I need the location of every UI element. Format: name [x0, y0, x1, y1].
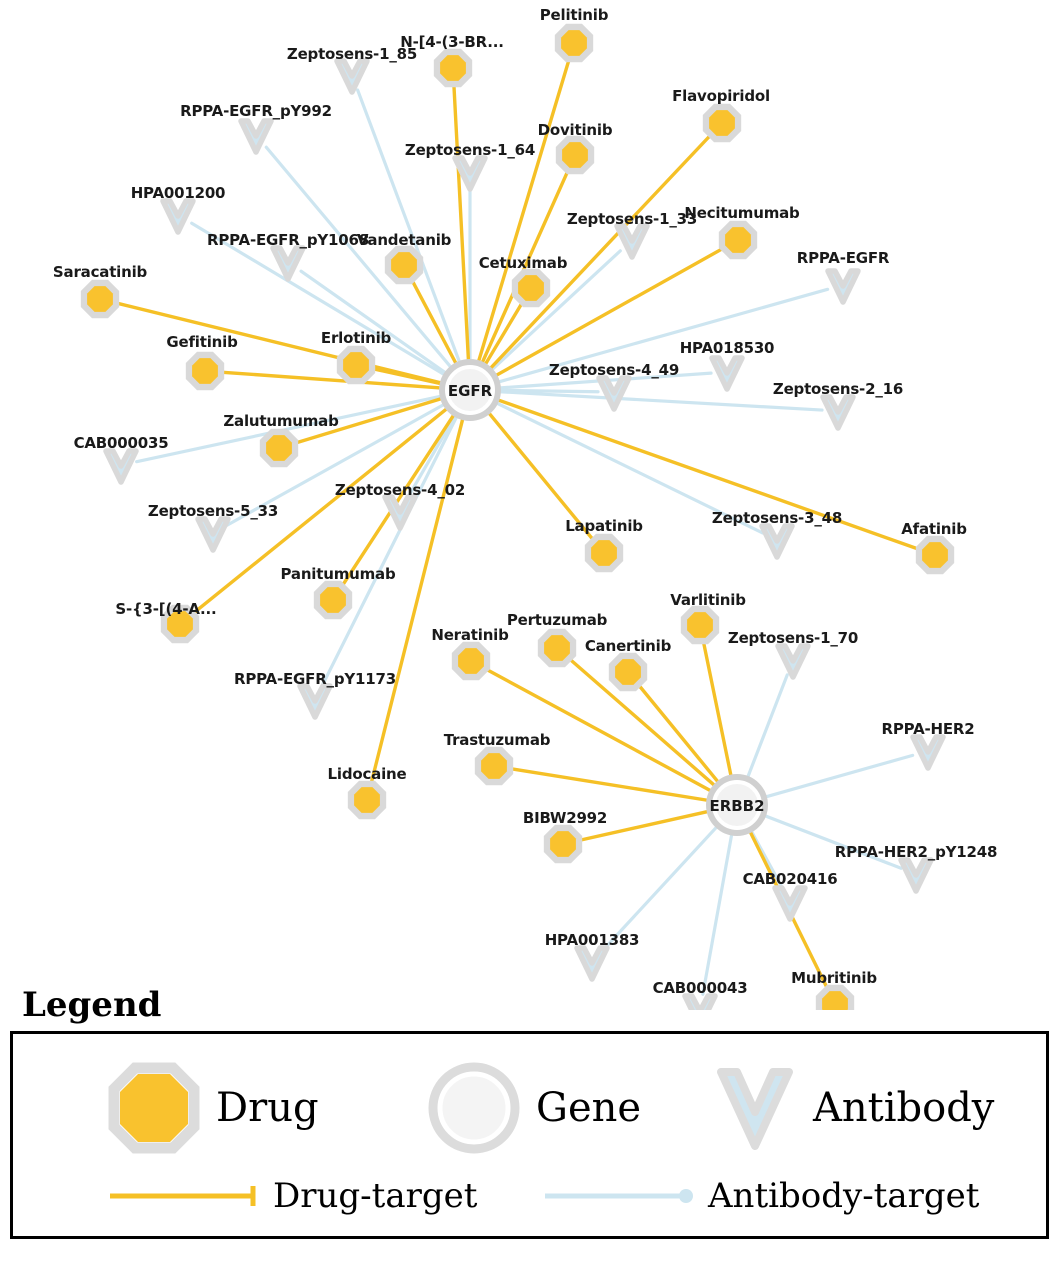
edge: [746, 675, 787, 781]
antibody-node-label: CAB000035: [73, 434, 169, 452]
antibody-node[interactable]: [775, 888, 805, 919]
antibody-node-label: Zeptosens-1_33: [566, 210, 698, 228]
drug-node[interactable]: [544, 635, 570, 661]
drug-node-label: BIBW2992: [522, 809, 608, 827]
antibody-node-label: RPPA-HER2_pY1248: [834, 843, 998, 861]
circle-icon: [428, 1062, 520, 1154]
edge: [342, 412, 456, 587]
drug-node-label: Vandetanib: [356, 231, 452, 249]
antibody-node-label: HPA018530: [679, 339, 775, 357]
legend-label-gene: Gene: [536, 1085, 642, 1131]
antibody-node-label: HPA001383: [544, 931, 640, 949]
legend-title: Legend: [22, 985, 162, 1025]
legend-label-drug-target: Drug-target: [273, 1176, 478, 1216]
antibody-node-label: Zeptosens-4_49: [548, 361, 680, 379]
gene-node-label: ERBB2: [709, 797, 765, 815]
edge: [477, 58, 569, 365]
drug-node-label: Pertuzumab: [506, 611, 608, 629]
antibody-node[interactable]: [300, 686, 330, 717]
antibody-node[interactable]: [901, 860, 931, 891]
antibody-node-label: RPPA-EGFR_pY992: [180, 102, 332, 120]
antibody-node-label: RPPA-EGFR_pY1173: [234, 670, 396, 688]
octagon-icon: [108, 1062, 200, 1154]
drug-node[interactable]: [320, 587, 346, 613]
antibody-node[interactable]: [823, 397, 853, 428]
antibody-node[interactable]: [337, 61, 367, 92]
antibody-node[interactable]: [163, 201, 193, 232]
drug-node-label: Lidocaine: [327, 765, 407, 783]
drug-node-label: Dovitinib: [537, 121, 613, 139]
gene-node-label: EGFR: [447, 382, 493, 400]
legend-item-gene: [428, 1062, 641, 1154]
chevron-down-icon: [713, 1062, 797, 1154]
legend-item-antibody-target: [543, 1176, 980, 1216]
drug-node-label: Gefitinib: [166, 333, 238, 351]
antibody-node-label: Zeptosens-4_02: [334, 481, 466, 499]
antibody-node-label: CAB020416: [742, 870, 838, 888]
drug-node-label: Necitumumab: [684, 204, 800, 222]
antibody-node[interactable]: [712, 358, 742, 389]
antibody-node-label: Zeptosens-1_64: [404, 141, 536, 159]
antibody-node-label: Zeptosens-2_16: [772, 380, 904, 398]
drug-node[interactable]: [615, 659, 641, 685]
antibody-node-label: RPPA-EGFR_pY1068: [207, 231, 369, 249]
antibody-node[interactable]: [106, 451, 136, 482]
drug-node-label: Varlitinib: [670, 591, 746, 609]
legend-label-antibody: Antibody: [813, 1085, 995, 1131]
antibody-node[interactable]: [385, 497, 415, 528]
antibody-node-label: RPPA-EGFR: [796, 249, 890, 267]
drug-target-edge-icon: [108, 1183, 263, 1209]
drug-node[interactable]: [481, 753, 507, 779]
antibody-node-label: CAB000043: [652, 979, 748, 997]
edge: [116, 303, 445, 384]
drug-node-label: Lapatinib: [565, 517, 643, 535]
drug-node-label: Trastuzumab: [443, 731, 551, 749]
drug-node-label: Flavopiridol: [672, 87, 770, 105]
drug-node-label: Cetuximab: [478, 254, 568, 272]
drug-node[interactable]: [591, 540, 617, 566]
drug-node[interactable]: [922, 542, 948, 568]
antibody-node-label: HPA001200: [130, 184, 226, 202]
legend-item-drug-target: [108, 1176, 478, 1216]
edge: [488, 135, 711, 371]
drug-node[interactable]: [266, 435, 292, 461]
legend: [0, 985, 1059, 1239]
drug-node-label: Zalutumumab: [223, 412, 339, 430]
drug-node[interactable]: [391, 252, 417, 278]
drug-node[interactable]: [192, 358, 218, 384]
drug-node[interactable]: [687, 612, 713, 638]
drug-node[interactable]: [725, 227, 751, 253]
antibody-node-label: Zeptosens-3_48: [711, 509, 843, 527]
legend-box: [10, 1031, 1049, 1239]
antibody-node[interactable]: [762, 526, 792, 557]
antibody-node[interactable]: [577, 948, 607, 979]
drug-node-label: Neratinib: [431, 626, 509, 644]
drug-node[interactable]: [440, 55, 466, 81]
drug-node[interactable]: [518, 275, 544, 301]
drug-node[interactable]: [561, 30, 587, 56]
drug-node-label: Canertinib: [584, 637, 672, 655]
antibody-node-label: Zeptosens-1_85: [286, 45, 418, 63]
edge: [762, 755, 913, 798]
edge: [358, 90, 461, 366]
antibody-target-edge-icon: [543, 1183, 698, 1209]
edge: [638, 684, 720, 785]
drug-node[interactable]: [87, 286, 113, 312]
edge: [495, 399, 920, 550]
antibody-node[interactable]: [828, 271, 858, 302]
antibody-node-label: Zeptosens-5_33: [147, 502, 279, 520]
antibody-node[interactable]: [617, 226, 647, 257]
antibody-node-label: RPPA-HER2: [881, 720, 975, 738]
legend-item-antibody: [713, 1062, 994, 1154]
drug-node-label: Panitumumab: [280, 565, 396, 583]
drug-node-label: N-[4-(3-BR...: [400, 33, 504, 51]
legend-label-antibody-target: Antibody-target: [708, 1176, 980, 1216]
edge: [703, 641, 732, 780]
antibody-node[interactable]: [599, 378, 629, 409]
drug-node[interactable]: [354, 787, 380, 813]
edge: [454, 84, 469, 364]
drug-node[interactable]: [550, 831, 576, 857]
drug-node-label: Mubritinib: [791, 969, 877, 987]
legend-item-drug: [108, 1062, 319, 1154]
drug-node-label: Pelitinib: [539, 6, 609, 24]
drug-node[interactable]: [709, 110, 735, 136]
legend-label-drug: Drug: [216, 1085, 319, 1131]
antibody-node[interactable]: [913, 737, 943, 768]
drug-node-label: Afatinib: [901, 520, 967, 538]
drug-node-label: Erlotinib: [320, 329, 392, 347]
edge: [703, 831, 733, 995]
antibody-node-label: Zeptosens-1_70: [727, 629, 859, 647]
drug-node-label: Saracatinib: [52, 263, 148, 281]
drug-node[interactable]: [562, 142, 588, 168]
antibody-node[interactable]: [198, 519, 228, 550]
drug-node[interactable]: [343, 352, 369, 378]
drug-node[interactable]: [458, 648, 484, 674]
antibody-node[interactable]: [778, 646, 808, 677]
drug-node-label: S-{3-[(4-A...: [115, 600, 217, 618]
